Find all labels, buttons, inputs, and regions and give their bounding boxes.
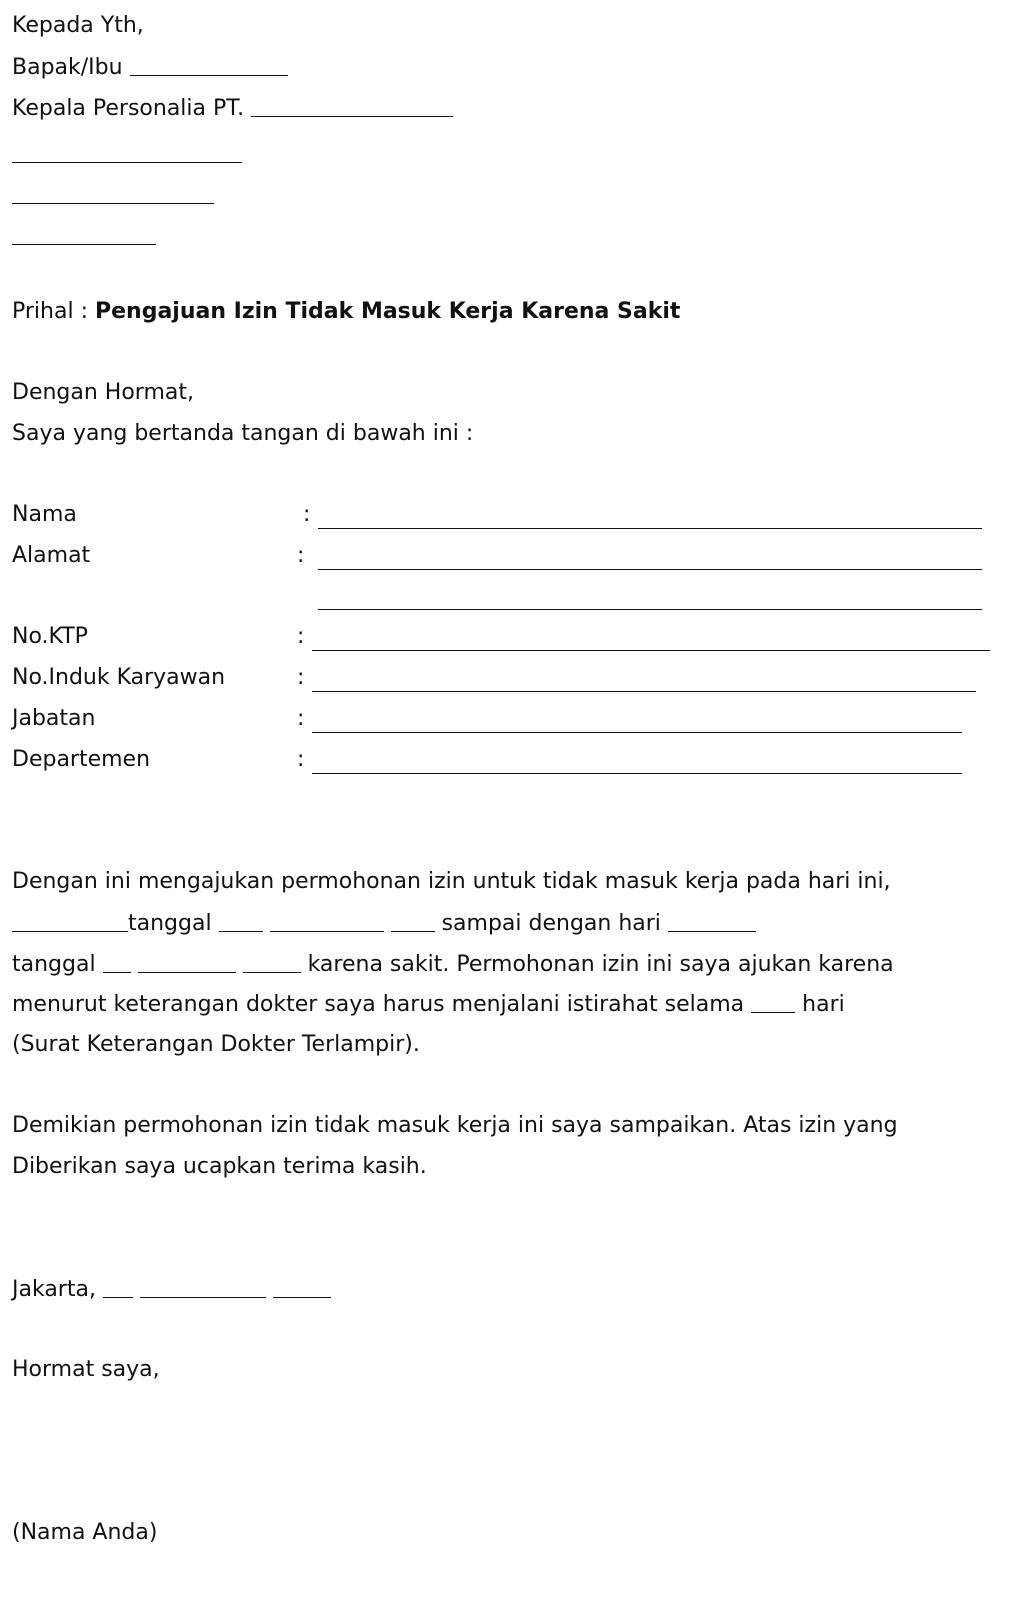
body-p1-line3-text: karena sakit. Permohonan izin ini saya ajukan karena [307,952,894,977]
closing-city-line [12,1275,331,1303]
date-year-blank-2[interactable] [243,950,301,973]
body-tanggal2-label: tanggal [12,952,96,977]
field-label-nama: Nama [12,502,77,527]
field-colon-nik: : [297,665,305,690]
body-p1-line3 [12,950,894,978]
field-label-ktp: No.KTP [12,624,88,649]
field-colon-nama: : [303,502,311,527]
company-name-blank[interactable] [251,94,453,117]
recipient-company-label: Kepala Personalia PT. [12,96,245,121]
body-hari-label: hari [802,992,845,1017]
closing-city-label: Jakarta, [12,1277,96,1302]
recipient-person-label: Bapak/Ibu [12,55,123,80]
closing-signature: (Nama Anda) [12,1520,158,1545]
date-day-blank-2[interactable] [103,950,131,973]
field-input-nama[interactable] [318,501,982,529]
closing-date-month-blank[interactable] [140,1275,266,1298]
field-colon-alamat: : [297,543,305,568]
field-colon-jabatan: : [297,706,305,731]
body-p2-line2: Diberikan saya ucapkan terima kasih. [12,1154,427,1179]
closing-date-day-blank[interactable] [103,1275,133,1298]
date-month-blank-1[interactable] [270,909,384,932]
field-input-jabatan[interactable] [312,705,962,733]
subject-text: Pengajuan Izin Tidak Masuk Kerja Karena Sakit [94,299,681,324]
salutation: Dengan Hormat, [12,380,194,405]
field-input-alamat-line2[interactable] [318,582,982,610]
field-input-nik[interactable] [312,664,976,692]
field-input-departemen[interactable] [312,746,962,774]
body-p1-line1: Dengan ini mengajukan permohonan izin untuk tidak masuk kerja pada hari ini, [12,869,891,894]
date-month-blank-2[interactable] [138,950,236,973]
date-year-blank-1[interactable] [391,909,435,932]
subject-label: Prihal : [12,299,88,324]
field-label-alamat: Alamat [12,543,91,568]
field-colon-ktp: : [297,624,305,649]
closing-date-year-blank[interactable] [273,1275,331,1298]
body-p1-line2 [12,909,756,937]
field-label-jabatan: Jabatan [12,706,96,731]
address-blank-1[interactable] [12,135,242,163]
body-sampai-label: sampai dengan hari [441,911,661,936]
field-label-nik: No.Induk Karyawan [12,665,226,690]
address-blank-3[interactable] [12,217,156,245]
rest-days-blank[interactable] [751,990,795,1013]
day-blank-1[interactable] [12,909,128,932]
field-colon-departemen: : [297,747,305,772]
body-p1-line5: (Surat Keterangan Dokter Terlampir). [12,1032,420,1057]
subject-line [12,298,680,326]
body-p1-line4-text: menurut keterangan dokter saya harus menjalani istirahat selama [12,992,745,1017]
field-input-ktp[interactable] [312,623,990,651]
intro-text: Saya yang bertanda tangan di bawah ini : [12,421,474,446]
closing-regards: Hormat saya, [12,1357,160,1382]
body-p1-line4 [12,990,845,1018]
field-label-departemen: Departemen [12,747,151,772]
recipient-person-line [12,53,288,81]
day-blank-2[interactable] [668,909,756,932]
recipient-company-line [12,94,453,122]
body-p2-line1: Demikian permohonan izin tidak masuk kerja ini saya sampaikan. Atas izin yang [12,1113,898,1138]
address-blank-2[interactable] [12,176,214,204]
recipient-name-blank[interactable] [130,53,288,76]
date-day-blank-1[interactable] [219,909,263,932]
recipient-greeting: Kepada Yth, [12,13,144,38]
field-input-alamat[interactable] [318,542,982,570]
body-tanggal-label: tanggal [128,911,212,936]
